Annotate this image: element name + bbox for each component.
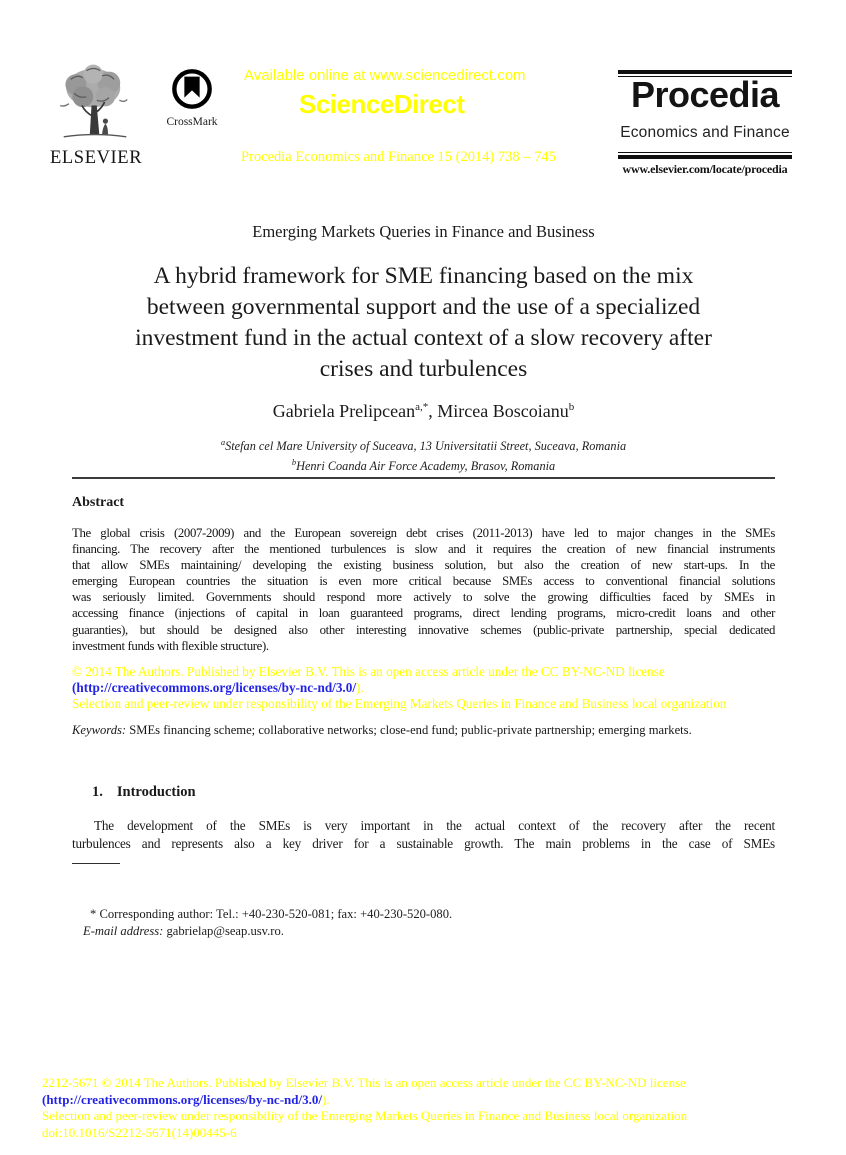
sciencedirect-logo-link[interactable]: ScienceDirect bbox=[299, 89, 465, 119]
abstract-line: emerging European countries the situation is even more critical because SMEs access to conventional financial solutions bbox=[72, 574, 775, 589]
elsevier-logo bbox=[50, 62, 143, 169]
affiliation-line bbox=[72, 455, 775, 475]
title-line: crises and turbulences bbox=[319, 356, 528, 382]
license-block bbox=[72, 664, 775, 713]
affiliation-text: Stefan cel Mare University of Suceava, 13 Universitatii Street, Suceava, Romania bbox=[225, 439, 627, 454]
conference-name: Emerging Markets Queries in Finance and Business bbox=[252, 222, 595, 241]
abstract-line: The global crisis (2007-2009) and the European sovereign debt crises (2011-2013) have led to major changes in the SMEs bbox=[72, 526, 775, 540]
title-line: A hybrid framework for SME financing based on the mix bbox=[153, 263, 694, 289]
crossmark-icon bbox=[169, 97, 215, 114]
email-label: E-mail address: bbox=[83, 924, 164, 939]
abstract-line: was seriously limited. Governments should respond more actively to solve the growing difficulties faced by SMEs in bbox=[72, 590, 775, 605]
footer-url-line bbox=[42, 1092, 687, 1109]
author-affiliation-mark: b bbox=[568, 401, 575, 413]
email-value: gabrielap@seap.usv.ro. bbox=[163, 924, 284, 939]
available-online-link[interactable]: Available online at www.sciencedirect.com bbox=[244, 67, 526, 84]
abstract-line: guaranties), but should be designed also other interesting innovative schemes (public-private partnership, special dedicated bbox=[72, 622, 775, 637]
authors-line bbox=[72, 401, 775, 422]
affiliations bbox=[72, 435, 775, 474]
rule-top-thick bbox=[618, 70, 792, 74]
keywords-text: SMEs financing scheme; collaborative networks; close-end fund; public-private partnership; emerging markets. bbox=[126, 723, 692, 737]
keywords-line bbox=[72, 723, 775, 738]
abstract-heading: Abstract bbox=[72, 495, 125, 510]
intro-line: turbulences and represents also a key driver for a sustainable growth. The main problems in the case of SMEs bbox=[72, 835, 775, 851]
license-line-link[interactable]: © 2014 The Authors. Published by Elsevier B.V. This is an open access article under the CC BY-NC-ND license bbox=[72, 664, 665, 679]
section-number: 1. bbox=[92, 784, 103, 800]
title-line: investment fund in the actual context of a slow recovery after bbox=[135, 325, 712, 351]
footnote-email bbox=[72, 923, 775, 940]
affiliation-sup: a bbox=[220, 437, 226, 447]
affiliation-line bbox=[72, 435, 775, 455]
procedia-journal-box bbox=[618, 70, 792, 180]
author-name: , Mircea Boscoianu bbox=[428, 401, 569, 421]
elsevier-tree-icon bbox=[51, 129, 139, 146]
corresponding-author-footnote bbox=[72, 906, 775, 940]
keywords-label: Keywords: bbox=[72, 723, 127, 737]
procedia-title: Procedia bbox=[630, 74, 780, 115]
journal-citation-link[interactable]: Procedia Economics and Finance 15 (2014) 738 – 745 bbox=[241, 149, 556, 165]
introduction-heading bbox=[72, 784, 795, 801]
creativecommons-link[interactable]: (http://creativecommons.org/licenses/by-nc-nd/3.0/ bbox=[42, 1091, 322, 1107]
issn-license-line-link[interactable]: 2212-5671 © 2014 The Authors. Published by Elsevier B.V. This is an open access article under the CC BY-NC-ND license bbox=[42, 1075, 686, 1090]
article-title bbox=[72, 261, 775, 385]
abstract-line: investment funds with flexible structure). bbox=[72, 638, 269, 653]
abstract-line: financing. The recovery after the mentioned turbulences is slow and it requires the creation of new financial instruments bbox=[72, 542, 775, 557]
peer-review-line-link[interactable]: Selection and peer-review under responsibility of the Emerging Markets Queries in Finance and Business local organization bbox=[72, 696, 727, 712]
doi-line-link[interactable]: doi:10.1016/S2212-5671(14)00445-6 bbox=[42, 1124, 237, 1140]
footer-license-block bbox=[42, 1075, 687, 1141]
crossmark-label: CrossMark bbox=[166, 116, 218, 128]
abstract-line: accessing finance (injections of capital in loan guaranteed programs, direct lending programs, micro-credit loans and other bbox=[72, 606, 775, 621]
author-name: Gabriela Prelipcean bbox=[272, 401, 416, 421]
header-separator-rule bbox=[72, 477, 775, 479]
section-title: Introduction bbox=[116, 784, 196, 800]
abstract-text bbox=[72, 525, 775, 654]
rule-bottom-thin bbox=[618, 152, 792, 153]
license-url-line bbox=[72, 680, 775, 696]
intro-line: The development of the SMEs is very important in the actual context of the recovery after the recent bbox=[94, 818, 775, 833]
elsevier-wordmark: ELSEVIER bbox=[50, 148, 143, 168]
title-line: between governmental support and the use of a specialized bbox=[146, 294, 701, 320]
crossmark-badge[interactable] bbox=[161, 68, 223, 128]
procedia-website-link[interactable]: www.elsevier.com/locate/procedia bbox=[622, 162, 788, 176]
rule-bottom-thick bbox=[618, 155, 792, 159]
license-link-suffix: ). bbox=[356, 680, 364, 696]
abstract-line: that allow SMEs maintaining/ developing the existing business solution, but also the creation of new start-ups. In the bbox=[72, 558, 775, 573]
introduction-paragraph bbox=[72, 817, 775, 852]
procedia-subtitle: Economics and Finance bbox=[620, 124, 790, 141]
affiliation-sup: b bbox=[291, 456, 297, 467]
footnote-contact: * Corresponding author: Tel.: +40-230-520-081; fax: +40-230-520-080. bbox=[90, 907, 453, 921]
affiliation-text: Henri Coanda Air Force Academy, Brasov, Romania bbox=[296, 458, 556, 473]
footer-peer-review-line-link[interactable]: Selection and peer-review under responsibility of the Emerging Markets Queries in Finance and Business local organization bbox=[42, 1108, 688, 1124]
creativecommons-link[interactable]: (http://creativecommons.org/licenses/by-nc-nd/3.0/ bbox=[72, 680, 356, 696]
author-affiliation-mark: a,* bbox=[415, 401, 429, 413]
footnote-rule bbox=[72, 863, 120, 864]
footer-link-suffix: ). bbox=[321, 1091, 330, 1107]
